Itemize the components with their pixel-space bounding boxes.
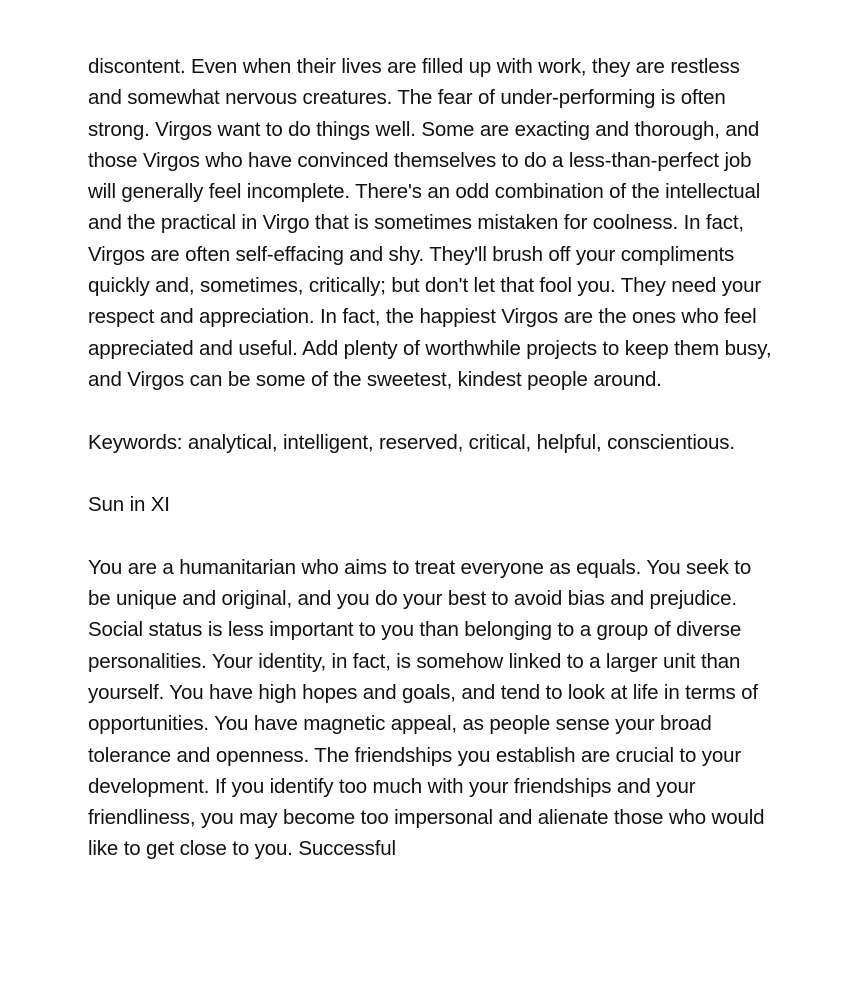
sun-in-xi-paragraph: You are a humanitarian who aims to treat everyone as equals. You seek to be unique and original, and you do your best to avoid bias and prejudice. Social status is less important to you than belonging to a group of diverse personalities. Your identity, in fact, is somehow linked to a larger unit than yourself. You have high hopes and goals, and tend to look at life in terms of opportunities. You have magnetic appeal, as people sense your broad tolerance and openness. The friendships you establish are crucial to your development. If you identify too much with your friendships and your friendliness, you may become too impersonal and alienate those who would like to get close to you. Successful (88, 555, 765, 861)
document-page (88, 51, 778, 896)
virgo-description-paragraph: discontent. Even when their lives are filled up with work, they are restless and somewhat nervous creatures. The fear of under-performing is often strong. Virgos want to do things well. Some are exacting and thorough, and those Virgos who have convinced themselves to do a less-than-perfect job will generally feel incomplete. There's an odd combination of the intellectual and the practical in Virgo that is sometimes mistaken for coolness. In fact, Virgos are often self-effacing and shy. They'll brush off your compliments quickly and, sometimes, critically; but don't let that fool you. They need your respect and appreciation. In fact, the happiest Virgos are the ones who feel appreciated and useful. Add plenty of worthwhile projects to keep them busy, and Virgos can be some of the sweetest, kindest people around. (88, 55, 772, 391)
keywords-paragraph: Keywords: analytical, intelligent, reserved, critical, helpful, conscientious. (88, 430, 735, 454)
section-heading-sun-in-xi: Sun in XI (88, 493, 170, 517)
